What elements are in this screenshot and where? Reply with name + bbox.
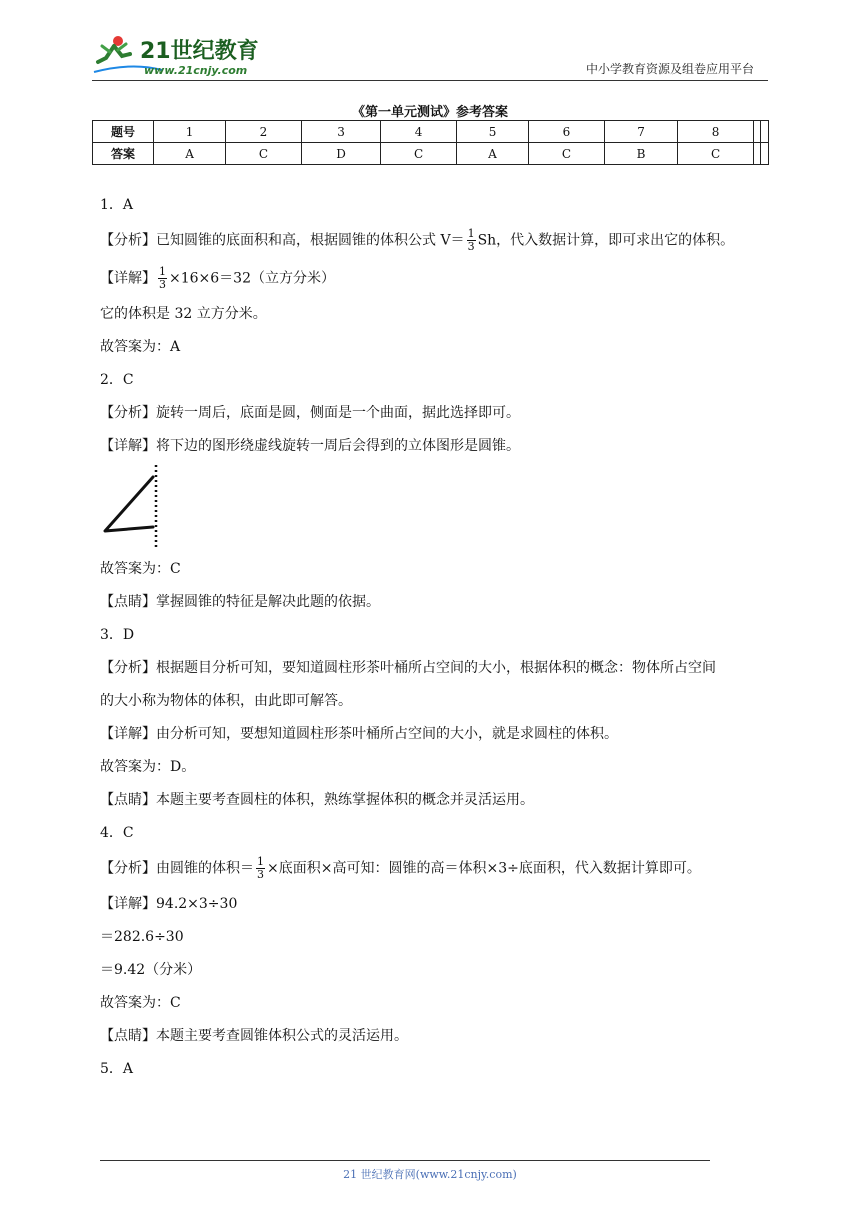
table-cell: A bbox=[456, 143, 528, 165]
logo-icon bbox=[92, 32, 267, 80]
svg-text:www.21cnjy.com: www.21cnjy.com bbox=[144, 64, 248, 77]
q3-answer: 故答案为：D。 bbox=[100, 759, 196, 775]
fraction-numerator: 1 bbox=[467, 227, 475, 240]
q4-heading: 4．C bbox=[100, 825, 134, 841]
q2-heading: 2．C bbox=[100, 372, 134, 388]
table-cell bbox=[754, 143, 761, 165]
q1-analysis bbox=[100, 228, 780, 253]
footer-divider bbox=[100, 1160, 710, 1161]
answer-explanations bbox=[100, 195, 780, 1092]
fraction-denominator: 3 bbox=[159, 278, 166, 291]
fraction-one-third bbox=[256, 856, 265, 881]
table-cell bbox=[754, 121, 761, 143]
table-cell: 2 bbox=[226, 121, 302, 143]
q4-comment: 【点睛】本题主要考查圆锥体积公式的灵活运用。 bbox=[100, 1028, 408, 1044]
site-logo bbox=[92, 32, 267, 80]
right-triangle-dashed-axis-icon bbox=[100, 463, 170, 549]
table-cell: C bbox=[678, 143, 754, 165]
row-label-numbers: 题号 bbox=[93, 121, 154, 143]
q1-analysis-text-a: 【分析】已知圆锥的底面积和高，根据圆锥的体积公式 V＝ bbox=[100, 232, 465, 249]
fraction-denominator: 3 bbox=[467, 240, 475, 253]
q1-analysis-text-b: Sh，代入数据计算，即可求出它的体积。 bbox=[477, 232, 735, 249]
table-cell: D bbox=[301, 143, 380, 165]
q3-comment: 【点睛】本题主要考查圆柱的体积，熟练掌握体积的概念并灵活运用。 bbox=[100, 792, 534, 808]
table-cell: 7 bbox=[604, 121, 677, 143]
table-cell: 8 bbox=[678, 121, 754, 143]
q3-detail: 【详解】由分析可知，要想知道圆柱形茶叶桶所占空间的大小，就是求圆柱的体积。 bbox=[100, 726, 618, 742]
q1-answer: 故答案为：A bbox=[100, 339, 181, 355]
q2-detail: 【详解】将下边的图形绕虚线旋转一周后会得到的立体图形是圆锥。 bbox=[100, 438, 520, 454]
header-divider bbox=[92, 80, 768, 81]
platform-label: 中小学教育资源及组卷应用平台 bbox=[585, 62, 754, 76]
table-cell bbox=[761, 121, 769, 143]
q3-heading: 3．D bbox=[100, 627, 135, 643]
answer-table bbox=[92, 120, 769, 165]
q3-analysis-line1: 【分析】根据题目分析可知，要知道圆柱形茶叶桶所占空间的大小，根据体积的概念：物体所占空间 bbox=[100, 660, 716, 676]
table-cell: 5 bbox=[456, 121, 528, 143]
q1-result: 它的体积是 32 立方分米。 bbox=[100, 306, 267, 322]
q4-analysis-text-a: 【分析】由圆锥的体积＝ bbox=[100, 860, 254, 877]
fraction-numerator: 1 bbox=[159, 265, 166, 278]
table-cell: B bbox=[604, 143, 677, 165]
svg-text:21世纪教育: 21世纪教育 bbox=[140, 39, 259, 64]
table-cell: A bbox=[154, 143, 226, 165]
table-cell: 3 bbox=[301, 121, 380, 143]
q4-detail-step3: ＝9.42（分米） bbox=[100, 962, 202, 978]
q4-detail-step1: 【详解】94.2×3÷30 bbox=[100, 896, 238, 912]
table-cell bbox=[761, 143, 769, 165]
q5-heading: 5．A bbox=[100, 1061, 134, 1077]
q1-detail bbox=[100, 266, 780, 291]
q1-detail-text: ×16×6＝32（立方分米） bbox=[169, 270, 335, 287]
table-cell: 1 bbox=[154, 121, 226, 143]
q1-heading: 1．A bbox=[100, 197, 134, 213]
table-cell: C bbox=[226, 143, 302, 165]
footer-link[interactable]: 21 世纪教育网(www.21cnjy.com) bbox=[343, 1168, 517, 1181]
q2-comment: 【点睛】掌握圆锥的特征是解决此题的依据。 bbox=[100, 594, 380, 610]
table-cell: C bbox=[529, 143, 605, 165]
q2-answer: 故答案为：C bbox=[100, 561, 181, 577]
q4-analysis bbox=[100, 856, 780, 881]
triangle-figure bbox=[100, 463, 170, 549]
page-title: 《第一单元测试》参考答案 bbox=[351, 105, 508, 120]
table-row-numbers bbox=[93, 121, 769, 143]
q4-analysis-text-b: ×底面积×高可知：圆锥的高＝体积×3÷底面积，代入数据计算即可。 bbox=[267, 860, 701, 877]
fraction-numerator: 1 bbox=[257, 855, 264, 868]
fraction-one-third bbox=[467, 228, 476, 253]
table-cell: 6 bbox=[529, 121, 605, 143]
table-row-answers bbox=[93, 143, 769, 165]
q2-analysis: 【分析】旋转一周后，底面是圆，侧面是一个曲面，据此选择即可。 bbox=[100, 405, 520, 421]
row-label-answers: 答案 bbox=[93, 143, 154, 165]
q1-detail-label: 【详解】 bbox=[100, 270, 156, 287]
table-cell: 4 bbox=[381, 121, 457, 143]
table-cell: C bbox=[381, 143, 457, 165]
q4-answer: 故答案为：C bbox=[100, 995, 181, 1011]
q3-analysis-line2: 的大小称为物体的体积，由此即可解答。 bbox=[100, 693, 352, 709]
fraction-denominator: 3 bbox=[257, 868, 264, 881]
fraction-one-third bbox=[158, 266, 167, 291]
q4-detail-step2: ＝282.6÷30 bbox=[100, 929, 184, 945]
